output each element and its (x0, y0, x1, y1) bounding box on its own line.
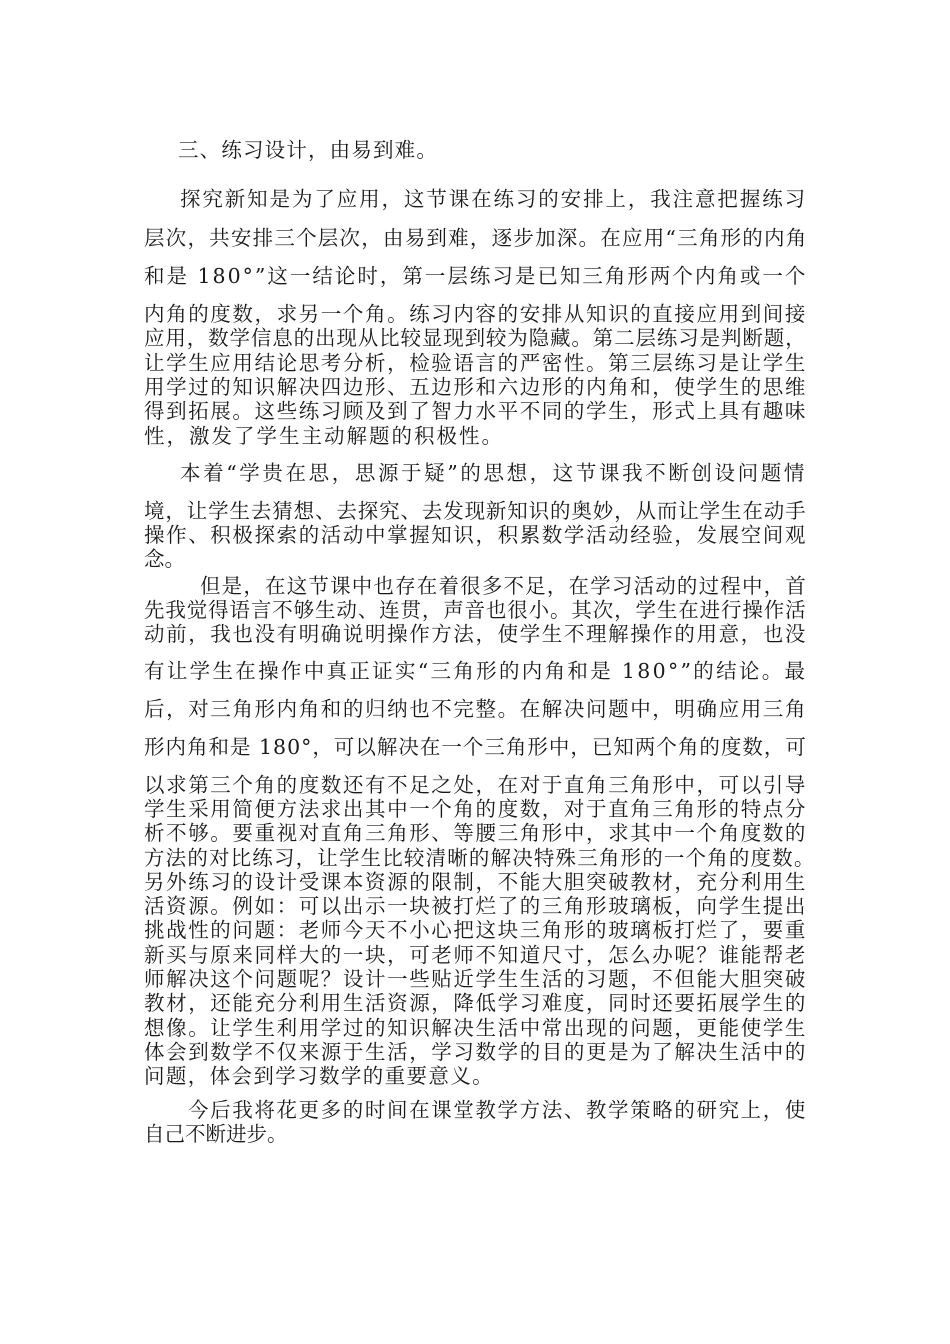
paragraph-3-line-12: 活资源。例如：可以出示一块被打烂了的三角形玻璃板，向学生提出 (144, 894, 807, 918)
paragraph-4-line-2: 自己不断进步。 (144, 1122, 288, 1146)
paragraph-3-line-19: 问题，体会到学习数学的重要意义。 (144, 1064, 494, 1088)
paragraph-3-line-13: 挑战性的问题：老师今天不小心把这块三角形的玻璃板打烂了，要重 (144, 918, 807, 942)
paragraph-3-line-6: 形内角和是 180°，可以解决在一个三角形中，已知两个角的度数，可 (144, 735, 807, 759)
paragraph-3-line-11: 另外练习的设计受课本资源的限制，不能大胆突破教材，充分利用生 (144, 870, 807, 894)
paragraph-3-line-17: 想像。让学生利用学过的知识解决生活中常出现的问题，更能使学生 (144, 1016, 807, 1040)
paragraph-4-line-1: 今后我将花更多的时间在课堂教学方法、教学策略的研究上，使 (188, 1098, 807, 1122)
paragraph-3-line-8: 学生采用简便方法求出其中一个角的度数，对于直角三角形的特点分 (144, 797, 807, 821)
paragraph-3-line-4: 有让学生在操作中真正证实“三角形的内角和是 180°”的结论。最 (144, 659, 808, 683)
paragraph-1-line-7: 用学过的知识解决四边形、五边形和六边形的内角和，使学生的思维 (144, 375, 807, 399)
paragraph-1-line-6: 让学生应用结论思考分析，检验语言的严密性。第三层练习是让学生 (144, 351, 807, 375)
paragraph-3-line-9: 析不够。要重视对直角三角形、等腰三角形中，求其中一个角度数的 (144, 821, 807, 845)
paragraph-1-line-3: 和是 180°”这一结论时，第一层练习是已知三角形两个内角或一个 (144, 264, 808, 288)
section-heading: 三、练习设计，由易到难。 (178, 138, 439, 162)
paragraph-2-line-3: 操作、积极探索的活动中掌握知识，积累数学活动经验，发展空间观 (144, 523, 807, 547)
paragraph-3-line-1: 但是，在这节课中也存在着很多不足，在学习活动的过程中，首 (200, 574, 808, 598)
paragraph-3-line-10: 方法的对比练习，让学生比较清晰的解决特殊三角形的一个角的度数。 (144, 846, 816, 870)
paragraph-3-line-18: 体会到数学不仅来源于生活，学习数学的目的更是为了解决生活中的 (144, 1040, 807, 1064)
paragraph-2-line-2: 境，让学生去猜想、去探究、去发现新知识的奥妙，从而让学生在动手 (144, 499, 807, 523)
paragraph-3-line-14: 新买与原来同样大的一块，可老师不知道尺寸，怎么办呢？谁能帮老 (144, 943, 807, 967)
paragraph-3-line-2: 先我觉得语言不够生动、连贯，声音也很小。其次，学生在进行操作活 (144, 598, 807, 622)
paragraph-3-line-15: 师解决这个问题呢？设计一些贴近学生生活的习题，不但能大胆突破 (144, 967, 807, 991)
paragraph-1-line-4: 内角的度数，求另一个角。练习内容的安排从知识的直接应用到间接 (144, 302, 807, 326)
paragraph-1-line-9: 性，激发了学生主动解题的积极性。 (144, 424, 504, 448)
paragraph-3-line-16: 教材，还能充分利用生活资源，降低学习难度，同时还要拓展学生的 (144, 991, 807, 1015)
paragraph-1-line-8: 得到拓展。这些练习顾及到了智力水平不同的学生，形式上具有趣味 (144, 399, 807, 423)
paragraph-1-line-5: 应用，数学信息的出现从比较显现到较为隐藏。第二层练习是判断题， (144, 326, 807, 350)
paragraph-2-line-4: 念。 (144, 547, 185, 571)
paragraph-2-line-1: 本着“学贵在思，思源于疑”的思想，这节课我不断创设问题情 (180, 461, 807, 485)
paragraph-3-line-5: 后，对三角形内角和的归纳也不完整。在解决问题中，明确应用三角 (144, 697, 807, 721)
paragraph-1-line-2: 层次，共安排三个层次，由易到难，逐步加深。在应用“三角形的内角 (144, 226, 808, 250)
paragraph-1-line-1: 探究新知是为了应用，这节课在练习的安排上，我注意把握练习 (180, 187, 808, 211)
paragraph-3-line-7: 以求第三个角的度数还有不足之处，在对于直角三角形中，可以引导 (144, 773, 807, 797)
paragraph-3-line-3: 动前，我也没有明确说明操作方法，使学生不理解操作的用意，也没 (144, 622, 807, 646)
